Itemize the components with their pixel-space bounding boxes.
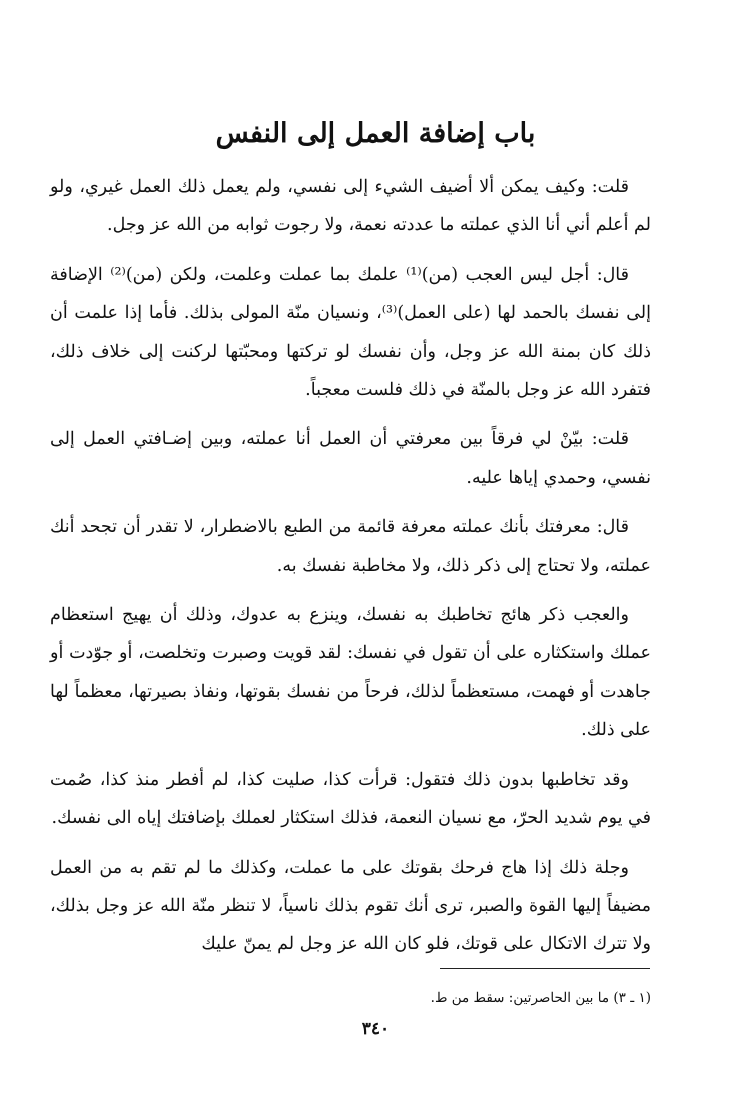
footnote: (١ ـ ٣) ما بين الحاصرتين: سقط من ط. — [430, 990, 651, 1006]
paragraph-6: وقد تخاطبها بدون ذلك فتقول: قرأت كذا، صليت كذا، لم أفطر منذ كذا، صُمت في يوم شديد الحرّ، مع نسيان النعمة، فذلك استكثار لعملك بإضافتك إياه الى نفسك. — [50, 769, 651, 829]
main-text — [50, 168, 651, 964]
chapter-title: باب إضافة العمل إلى النفس — [215, 118, 536, 150]
paragraph-3: قلت: بيّنْ لي فرقاً بين معرفتي أن العمل أنا عملته، وبين إضـافتي العمل إلى نفسي، وحمدي إياها عليه. — [50, 429, 651, 488]
footnote-divider — [440, 968, 650, 969]
page-number: ٣٤٠ — [361, 1019, 390, 1039]
paragraph-7: وجلة ذلك إذا هاج فرحك بقوتك على ما عملت، وكذلك ما لم تقم به من العمل مضيفاً إليها القوة والصبر، ترى أنك تقوم بذلك ناسياً، لا تنظر منّة الله عز وجل بذلك، ولا تترك الاتكال على قوتك، فلو كان الله عز وجل لم يمنّ عليك — [50, 857, 651, 955]
paragraph-1: قلت: وكيف يمكن ألا أضيف الشيء إلى نفسي، ولم يعمل ذلك العمل غيري، ولو لم أعلم أني أنا الذي عملته ما عددته نعمة، ولا رجوت ثوابه من الله عز وجل. — [50, 177, 651, 236]
paragraph-4: قال: معرفتك بأنك عملته معرفة قائمة من الطبع بالاضطرار، لا تقدر أن تجحد أنك عملته، ولا تحتاج إلى ذكر ذلك، ولا مخاطبة نفسك به. — [50, 517, 651, 576]
paragraph-2: قال: أجل ليس العجب (من)⁽¹⁾ علمك بما عملت وعلمت، ولكن (من)⁽²⁾ الإضافة إلى نفسك بالحمد لها (على العمل)⁽³⁾، ونسيان منّة المولى بذلك. فأما إذا علمت أن ذلك كان بمنة الله عز وجل، وأن نفسك لو تركتها ومحبّتها لركنت إلى خلاف ذلك، فتفرد الله عز وجل بالمنّة في ذلك فلست معجباً. — [50, 264, 651, 401]
paragraph-5: والعجب ذكر هائج تخاطبك به نفسك، وينزع به عدوك، وذلك أن يهيج استعظام عملك واستكثاره على أن تقول في نفسك: لقد قويت وصبرت وتخلصت، أو جوّدت أو جاهدت أو فهمت، مستعظماً لذلك، فرحاً من نفسك بقوتها، ونفاذ بصيرتها، معظماً لها على ذلك. — [50, 605, 651, 741]
